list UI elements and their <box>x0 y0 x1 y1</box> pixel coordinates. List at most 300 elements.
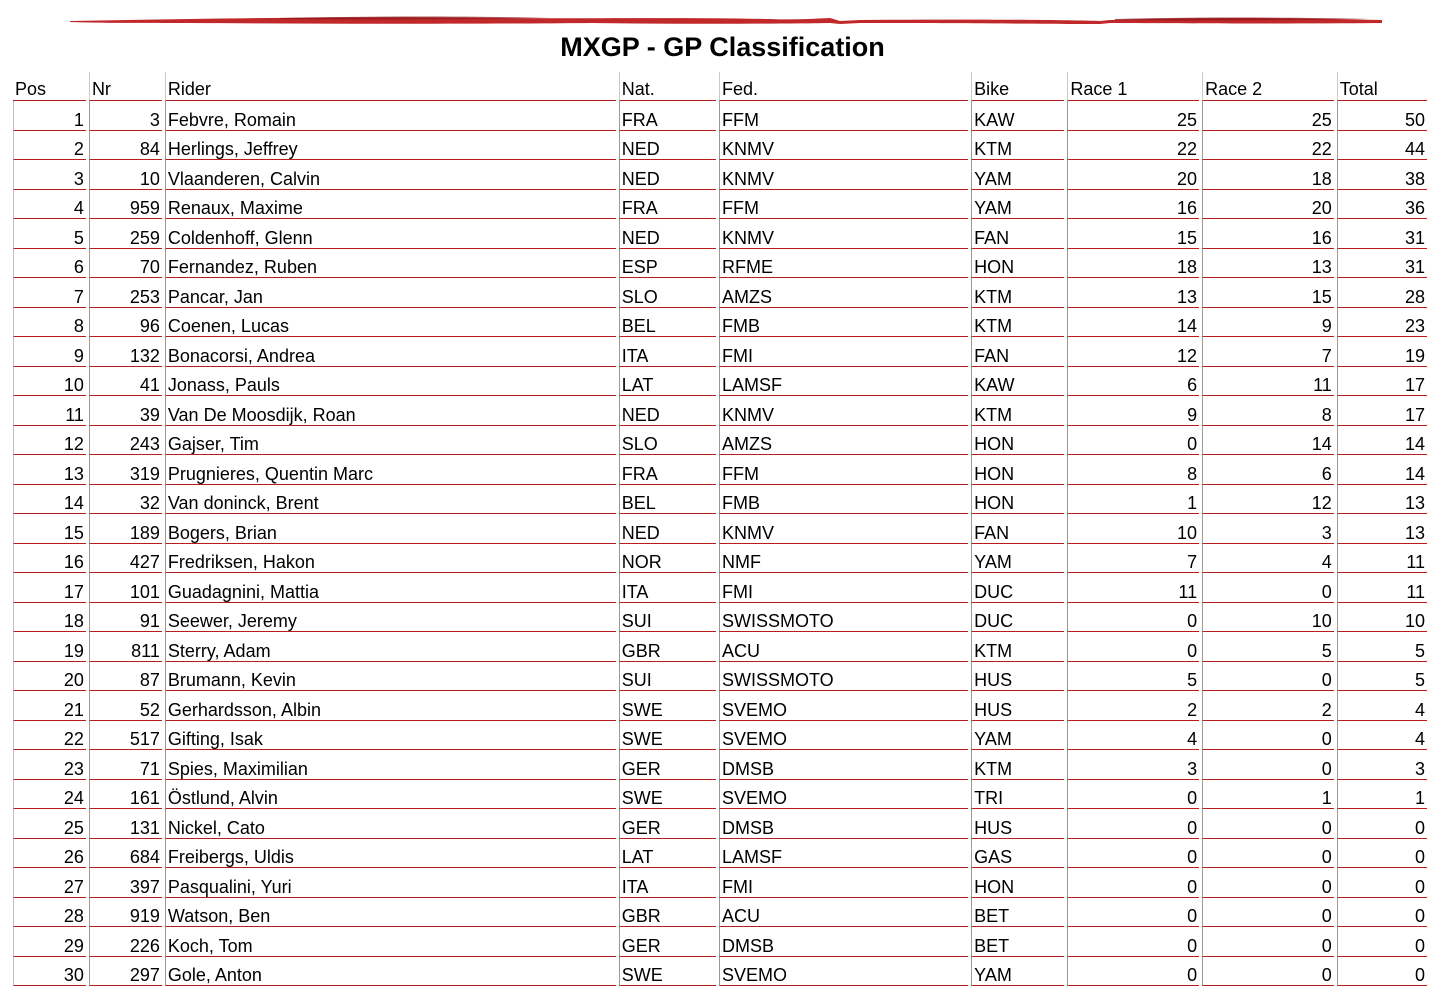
pos-cell: 16 <box>13 544 86 574</box>
nationality-cell: SWE <box>619 780 716 810</box>
nationality-cell: NED <box>619 131 716 161</box>
race2-cell: 0 <box>1202 809 1334 839</box>
race1-cell: 6 <box>1067 367 1199 397</box>
race2-cell: 9 <box>1202 308 1334 338</box>
table-row <box>13 809 1427 839</box>
results-body <box>13 101 1427 986</box>
nationality-cell: SWE <box>619 691 716 721</box>
total-cell: 13 <box>1337 514 1427 544</box>
total-cell: 38 <box>1337 160 1427 190</box>
race1-cell: 0 <box>1067 603 1199 633</box>
pos-cell: 3 <box>13 160 86 190</box>
federation-cell: ACU <box>719 632 968 662</box>
race2-cell: 0 <box>1202 957 1334 987</box>
federation-cell: SWISSMOTO <box>719 662 968 692</box>
total-cell: 50 <box>1337 101 1427 131</box>
race2-cell: 18 <box>1202 160 1334 190</box>
bike-cell: KTM <box>971 396 1064 426</box>
column-header-nat: Nat. <box>619 72 716 101</box>
pos-cell: 7 <box>13 278 86 308</box>
total-cell: 13 <box>1337 485 1427 515</box>
total-cell: 3 <box>1337 750 1427 780</box>
race2-cell: 5 <box>1202 632 1334 662</box>
rider-cell: Van De Moosdijk, Roan <box>165 396 616 426</box>
pos-cell: 28 <box>13 898 86 928</box>
bike-cell: HUS <box>971 662 1064 692</box>
race2-cell: 8 <box>1202 396 1334 426</box>
table-row <box>13 750 1427 780</box>
pos-cell: 26 <box>13 839 86 869</box>
federation-cell: SWISSMOTO <box>719 603 968 633</box>
race2-cell: 22 <box>1202 131 1334 161</box>
total-cell: 0 <box>1337 957 1427 987</box>
federation-cell: KNMV <box>719 514 968 544</box>
nationality-cell: GBR <box>619 632 716 662</box>
number-cell: 71 <box>89 750 162 780</box>
federation-cell: FMB <box>719 308 968 338</box>
number-cell: 132 <box>89 337 162 367</box>
table-row <box>13 898 1427 928</box>
table-row <box>13 219 1427 249</box>
federation-cell: FFM <box>719 101 968 131</box>
race1-cell: 22 <box>1067 131 1199 161</box>
number-cell: 52 <box>89 691 162 721</box>
race1-cell: 0 <box>1067 426 1199 456</box>
bike-cell: FAN <box>971 219 1064 249</box>
race1-cell: 0 <box>1067 927 1199 957</box>
pos-cell: 22 <box>13 721 86 751</box>
race1-cell: 0 <box>1067 780 1199 810</box>
number-cell: 39 <box>89 396 162 426</box>
race1-cell: 16 <box>1067 190 1199 220</box>
federation-cell: SVEMO <box>719 691 968 721</box>
table-row <box>13 721 1427 751</box>
bike-cell: HUS <box>971 691 1064 721</box>
rider-cell: Koch, Tom <box>165 927 616 957</box>
nationality-cell: NED <box>619 219 716 249</box>
bike-cell: FAN <box>971 337 1064 367</box>
total-cell: 11 <box>1337 544 1427 574</box>
nationality-cell: ITA <box>619 337 716 367</box>
race1-cell: 12 <box>1067 337 1199 367</box>
nationality-cell: GER <box>619 750 716 780</box>
pos-cell: 30 <box>13 957 86 987</box>
race2-cell: 0 <box>1202 898 1334 928</box>
rider-cell: Watson, Ben <box>165 898 616 928</box>
table-row <box>13 160 1427 190</box>
race2-cell: 0 <box>1202 573 1334 603</box>
race1-cell: 13 <box>1067 278 1199 308</box>
number-cell: 226 <box>89 927 162 957</box>
nationality-cell: SUI <box>619 662 716 692</box>
nationality-cell: ITA <box>619 868 716 898</box>
pos-cell: 14 <box>13 485 86 515</box>
race1-cell: 5 <box>1067 662 1199 692</box>
page-title: MXGP - GP Classification <box>560 32 885 62</box>
federation-cell: FMI <box>719 573 968 603</box>
nationality-cell: NOR <box>619 544 716 574</box>
rider-cell: Sterry, Adam <box>165 632 616 662</box>
race1-cell: 18 <box>1067 249 1199 279</box>
bike-cell: BET <box>971 927 1064 957</box>
table-row <box>13 455 1427 485</box>
nationality-cell: GER <box>619 927 716 957</box>
rider-cell: Bogers, Brian <box>165 514 616 544</box>
federation-cell: KNMV <box>719 160 968 190</box>
column-header-rider: Rider <box>165 72 616 101</box>
number-cell: 101 <box>89 573 162 603</box>
number-cell: 131 <box>89 809 162 839</box>
rider-cell: Brumann, Kevin <box>165 662 616 692</box>
number-cell: 70 <box>89 249 162 279</box>
nationality-cell: FRA <box>619 455 716 485</box>
header-brush-stroke <box>70 12 1385 28</box>
bike-cell: KAW <box>971 367 1064 397</box>
pos-cell: 27 <box>13 868 86 898</box>
bike-cell: KTM <box>971 308 1064 338</box>
rider-cell: Pancar, Jan <box>165 278 616 308</box>
race1-cell: 4 <box>1067 721 1199 751</box>
race2-cell: 12 <box>1202 485 1334 515</box>
pos-cell: 18 <box>13 603 86 633</box>
bike-cell: KAW <box>971 101 1064 131</box>
pos-cell: 13 <box>13 455 86 485</box>
pos-cell: 10 <box>13 367 86 397</box>
number-cell: 319 <box>89 455 162 485</box>
race2-cell: 25 <box>1202 101 1334 131</box>
nationality-cell: NED <box>619 396 716 426</box>
column-header-race1: Race 1 <box>1067 72 1199 101</box>
nationality-cell: ITA <box>619 573 716 603</box>
bike-cell: GAS <box>971 839 1064 869</box>
total-cell: 28 <box>1337 278 1427 308</box>
rider-cell: Van doninck, Brent <box>165 485 616 515</box>
total-cell: 17 <box>1337 396 1427 426</box>
rider-cell: Prugnieres, Quentin Marc <box>165 455 616 485</box>
table-row <box>13 131 1427 161</box>
number-cell: 189 <box>89 514 162 544</box>
federation-cell: ACU <box>719 898 968 928</box>
table-row <box>13 337 1427 367</box>
table-row <box>13 691 1427 721</box>
total-cell: 19 <box>1337 337 1427 367</box>
pos-cell: 1 <box>13 101 86 131</box>
federation-cell: AMZS <box>719 278 968 308</box>
race1-cell: 7 <box>1067 544 1199 574</box>
total-cell: 4 <box>1337 691 1427 721</box>
federation-cell: SVEMO <box>719 957 968 987</box>
race2-cell: 14 <box>1202 426 1334 456</box>
race1-cell: 1 <box>1067 485 1199 515</box>
federation-cell: DMSB <box>719 809 968 839</box>
rider-cell: Coenen, Lucas <box>165 308 616 338</box>
table-row <box>13 426 1427 456</box>
number-cell: 3 <box>89 101 162 131</box>
total-cell: 5 <box>1337 632 1427 662</box>
bike-cell: KTM <box>971 131 1064 161</box>
nationality-cell: FRA <box>619 190 716 220</box>
total-cell: 31 <box>1337 219 1427 249</box>
rider-cell: Vlaanderen, Calvin <box>165 160 616 190</box>
number-cell: 919 <box>89 898 162 928</box>
race1-cell: 15 <box>1067 219 1199 249</box>
pos-cell: 20 <box>13 662 86 692</box>
federation-cell: NMF <box>719 544 968 574</box>
bike-cell: HON <box>971 249 1064 279</box>
race1-cell: 9 <box>1067 396 1199 426</box>
rider-cell: Coldenhoff, Glenn <box>165 219 616 249</box>
bike-cell: HON <box>971 455 1064 485</box>
race2-cell: 0 <box>1202 868 1334 898</box>
rider-cell: Seewer, Jeremy <box>165 603 616 633</box>
column-header-nr: Nr <box>89 72 162 101</box>
total-cell: 4 <box>1337 721 1427 751</box>
rider-cell: Gole, Anton <box>165 957 616 987</box>
nationality-cell: SLO <box>619 426 716 456</box>
number-cell: 32 <box>89 485 162 515</box>
nationality-cell: LAT <box>619 367 716 397</box>
table-row <box>13 780 1427 810</box>
nationality-cell: SWE <box>619 721 716 751</box>
total-cell: 14 <box>1337 455 1427 485</box>
table-row <box>13 573 1427 603</box>
total-cell: 1 <box>1337 780 1427 810</box>
pos-cell: 23 <box>13 750 86 780</box>
bike-cell: KTM <box>971 750 1064 780</box>
number-cell: 161 <box>89 780 162 810</box>
table-row <box>13 839 1427 869</box>
number-cell: 517 <box>89 721 162 751</box>
number-cell: 41 <box>89 367 162 397</box>
number-cell: 253 <box>89 278 162 308</box>
pos-cell: 19 <box>13 632 86 662</box>
rider-cell: Herlings, Jeffrey <box>165 131 616 161</box>
number-cell: 684 <box>89 839 162 869</box>
total-cell: 0 <box>1337 927 1427 957</box>
race2-cell: 1 <box>1202 780 1334 810</box>
total-cell: 23 <box>1337 308 1427 338</box>
federation-cell: KNMV <box>719 396 968 426</box>
federation-cell: LAMSF <box>719 839 968 869</box>
race1-cell: 11 <box>1067 573 1199 603</box>
rider-cell: Gerhardsson, Albin <box>165 691 616 721</box>
race1-cell: 0 <box>1067 957 1199 987</box>
pos-cell: 29 <box>13 927 86 957</box>
column-header-pos: Pos <box>13 72 86 101</box>
federation-cell: FMB <box>719 485 968 515</box>
race2-cell: 0 <box>1202 839 1334 869</box>
total-cell: 17 <box>1337 367 1427 397</box>
number-cell: 87 <box>89 662 162 692</box>
nationality-cell: NED <box>619 514 716 544</box>
rider-cell: Pasqualini, Yuri <box>165 868 616 898</box>
total-cell: 36 <box>1337 190 1427 220</box>
race2-cell: 3 <box>1202 514 1334 544</box>
classification-table <box>10 72 1430 986</box>
nationality-cell: SWE <box>619 957 716 987</box>
bike-cell: TRI <box>971 780 1064 810</box>
table-row <box>13 101 1427 131</box>
bike-cell: HON <box>971 868 1064 898</box>
number-cell: 96 <box>89 308 162 338</box>
total-cell: 0 <box>1337 809 1427 839</box>
federation-cell: SVEMO <box>719 721 968 751</box>
nationality-cell: ESP <box>619 249 716 279</box>
total-cell: 0 <box>1337 898 1427 928</box>
column-header-race2: Race 2 <box>1202 72 1334 101</box>
total-cell: 0 <box>1337 839 1427 869</box>
bike-cell: HON <box>971 485 1064 515</box>
race2-cell: 0 <box>1202 927 1334 957</box>
pos-cell: 6 <box>13 249 86 279</box>
bike-cell: KTM <box>971 632 1064 662</box>
federation-cell: FFM <box>719 190 968 220</box>
rider-cell: Febvre, Romain <box>165 101 616 131</box>
table-row <box>13 367 1427 397</box>
bike-cell: KTM <box>971 278 1064 308</box>
table-row <box>13 544 1427 574</box>
pos-cell: 8 <box>13 308 86 338</box>
number-cell: 10 <box>89 160 162 190</box>
federation-cell: DMSB <box>719 750 968 780</box>
total-cell: 5 <box>1337 662 1427 692</box>
pos-cell: 11 <box>13 396 86 426</box>
race1-cell: 0 <box>1067 898 1199 928</box>
total-cell: 11 <box>1337 573 1427 603</box>
race2-cell: 7 <box>1202 337 1334 367</box>
race2-cell: 4 <box>1202 544 1334 574</box>
table-row <box>13 396 1427 426</box>
nationality-cell: SUI <box>619 603 716 633</box>
pos-cell: 2 <box>13 131 86 161</box>
bike-cell: HON <box>971 426 1064 456</box>
table-row <box>13 308 1427 338</box>
federation-cell: SVEMO <box>719 780 968 810</box>
number-cell: 397 <box>89 868 162 898</box>
total-cell: 0 <box>1337 868 1427 898</box>
race2-cell: 16 <box>1202 219 1334 249</box>
bike-cell: YAM <box>971 957 1064 987</box>
nationality-cell: BEL <box>619 485 716 515</box>
rider-cell: Freibergs, Uldis <box>165 839 616 869</box>
bike-cell: HUS <box>971 809 1064 839</box>
race2-cell: 15 <box>1202 278 1334 308</box>
rider-cell: Fredriksen, Hakon <box>165 544 616 574</box>
total-cell: 14 <box>1337 426 1427 456</box>
nationality-cell: NED <box>619 160 716 190</box>
bike-cell: DUC <box>971 573 1064 603</box>
rider-cell: Spies, Maximilian <box>165 750 616 780</box>
pos-cell: 5 <box>13 219 86 249</box>
pos-cell: 24 <box>13 780 86 810</box>
race2-cell: 11 <box>1202 367 1334 397</box>
table-row <box>13 278 1427 308</box>
bike-cell: YAM <box>971 721 1064 751</box>
race1-cell: 0 <box>1067 868 1199 898</box>
pos-cell: 15 <box>13 514 86 544</box>
nationality-cell: SLO <box>619 278 716 308</box>
column-header-fed: Fed. <box>719 72 968 101</box>
total-cell: 44 <box>1337 131 1427 161</box>
bike-cell: DUC <box>971 603 1064 633</box>
nationality-cell: LAT <box>619 839 716 869</box>
rider-cell: Guadagnini, Mattia <box>165 573 616 603</box>
race1-cell: 25 <box>1067 101 1199 131</box>
total-cell: 10 <box>1337 603 1427 633</box>
federation-cell: FFM <box>719 455 968 485</box>
pos-cell: 4 <box>13 190 86 220</box>
race1-cell: 0 <box>1067 632 1199 662</box>
bike-cell: YAM <box>971 160 1064 190</box>
column-header-bike: Bike <box>971 72 1064 101</box>
race2-cell: 13 <box>1202 249 1334 279</box>
number-cell: 259 <box>89 219 162 249</box>
number-cell: 297 <box>89 957 162 987</box>
federation-cell: LAMSF <box>719 367 968 397</box>
table-row <box>13 190 1427 220</box>
table-row <box>13 514 1427 544</box>
race1-cell: 20 <box>1067 160 1199 190</box>
race1-cell: 0 <box>1067 809 1199 839</box>
nationality-cell: GER <box>619 809 716 839</box>
total-cell: 31 <box>1337 249 1427 279</box>
header-row <box>13 72 1427 101</box>
bike-cell: YAM <box>971 190 1064 220</box>
nationality-cell: GBR <box>619 898 716 928</box>
rider-cell: Gifting, Isak <box>165 721 616 751</box>
column-header-total: Total <box>1337 72 1427 101</box>
race2-cell: 0 <box>1202 662 1334 692</box>
pos-cell: 21 <box>13 691 86 721</box>
bike-cell: YAM <box>971 544 1064 574</box>
table-row <box>13 927 1427 957</box>
nationality-cell: FRA <box>619 101 716 131</box>
pos-cell: 12 <box>13 426 86 456</box>
rider-cell: Nickel, Cato <box>165 809 616 839</box>
federation-cell: AMZS <box>719 426 968 456</box>
rider-cell: Gajser, Tim <box>165 426 616 456</box>
federation-cell: KNMV <box>719 219 968 249</box>
race2-cell: 0 <box>1202 721 1334 751</box>
federation-cell: RFME <box>719 249 968 279</box>
table-row <box>13 868 1427 898</box>
pos-cell: 25 <box>13 809 86 839</box>
race2-cell: 10 <box>1202 603 1334 633</box>
federation-cell: FMI <box>719 337 968 367</box>
bike-cell: BET <box>971 898 1064 928</box>
number-cell: 84 <box>89 131 162 161</box>
race1-cell: 2 <box>1067 691 1199 721</box>
number-cell: 243 <box>89 426 162 456</box>
table-row <box>13 485 1427 515</box>
federation-cell: FMI <box>719 868 968 898</box>
rider-cell: Östlund, Alvin <box>165 780 616 810</box>
rider-cell: Bonacorsi, Andrea <box>165 337 616 367</box>
race1-cell: 14 <box>1067 308 1199 338</box>
rider-cell: Jonass, Pauls <box>165 367 616 397</box>
pos-cell: 17 <box>13 573 86 603</box>
table-row <box>13 662 1427 692</box>
table-row <box>13 249 1427 279</box>
number-cell: 811 <box>89 632 162 662</box>
pos-cell: 9 <box>13 337 86 367</box>
race1-cell: 0 <box>1067 839 1199 869</box>
table-row <box>13 632 1427 662</box>
race2-cell: 6 <box>1202 455 1334 485</box>
table-row <box>13 603 1427 633</box>
table-row <box>13 957 1427 987</box>
rider-cell: Fernandez, Ruben <box>165 249 616 279</box>
